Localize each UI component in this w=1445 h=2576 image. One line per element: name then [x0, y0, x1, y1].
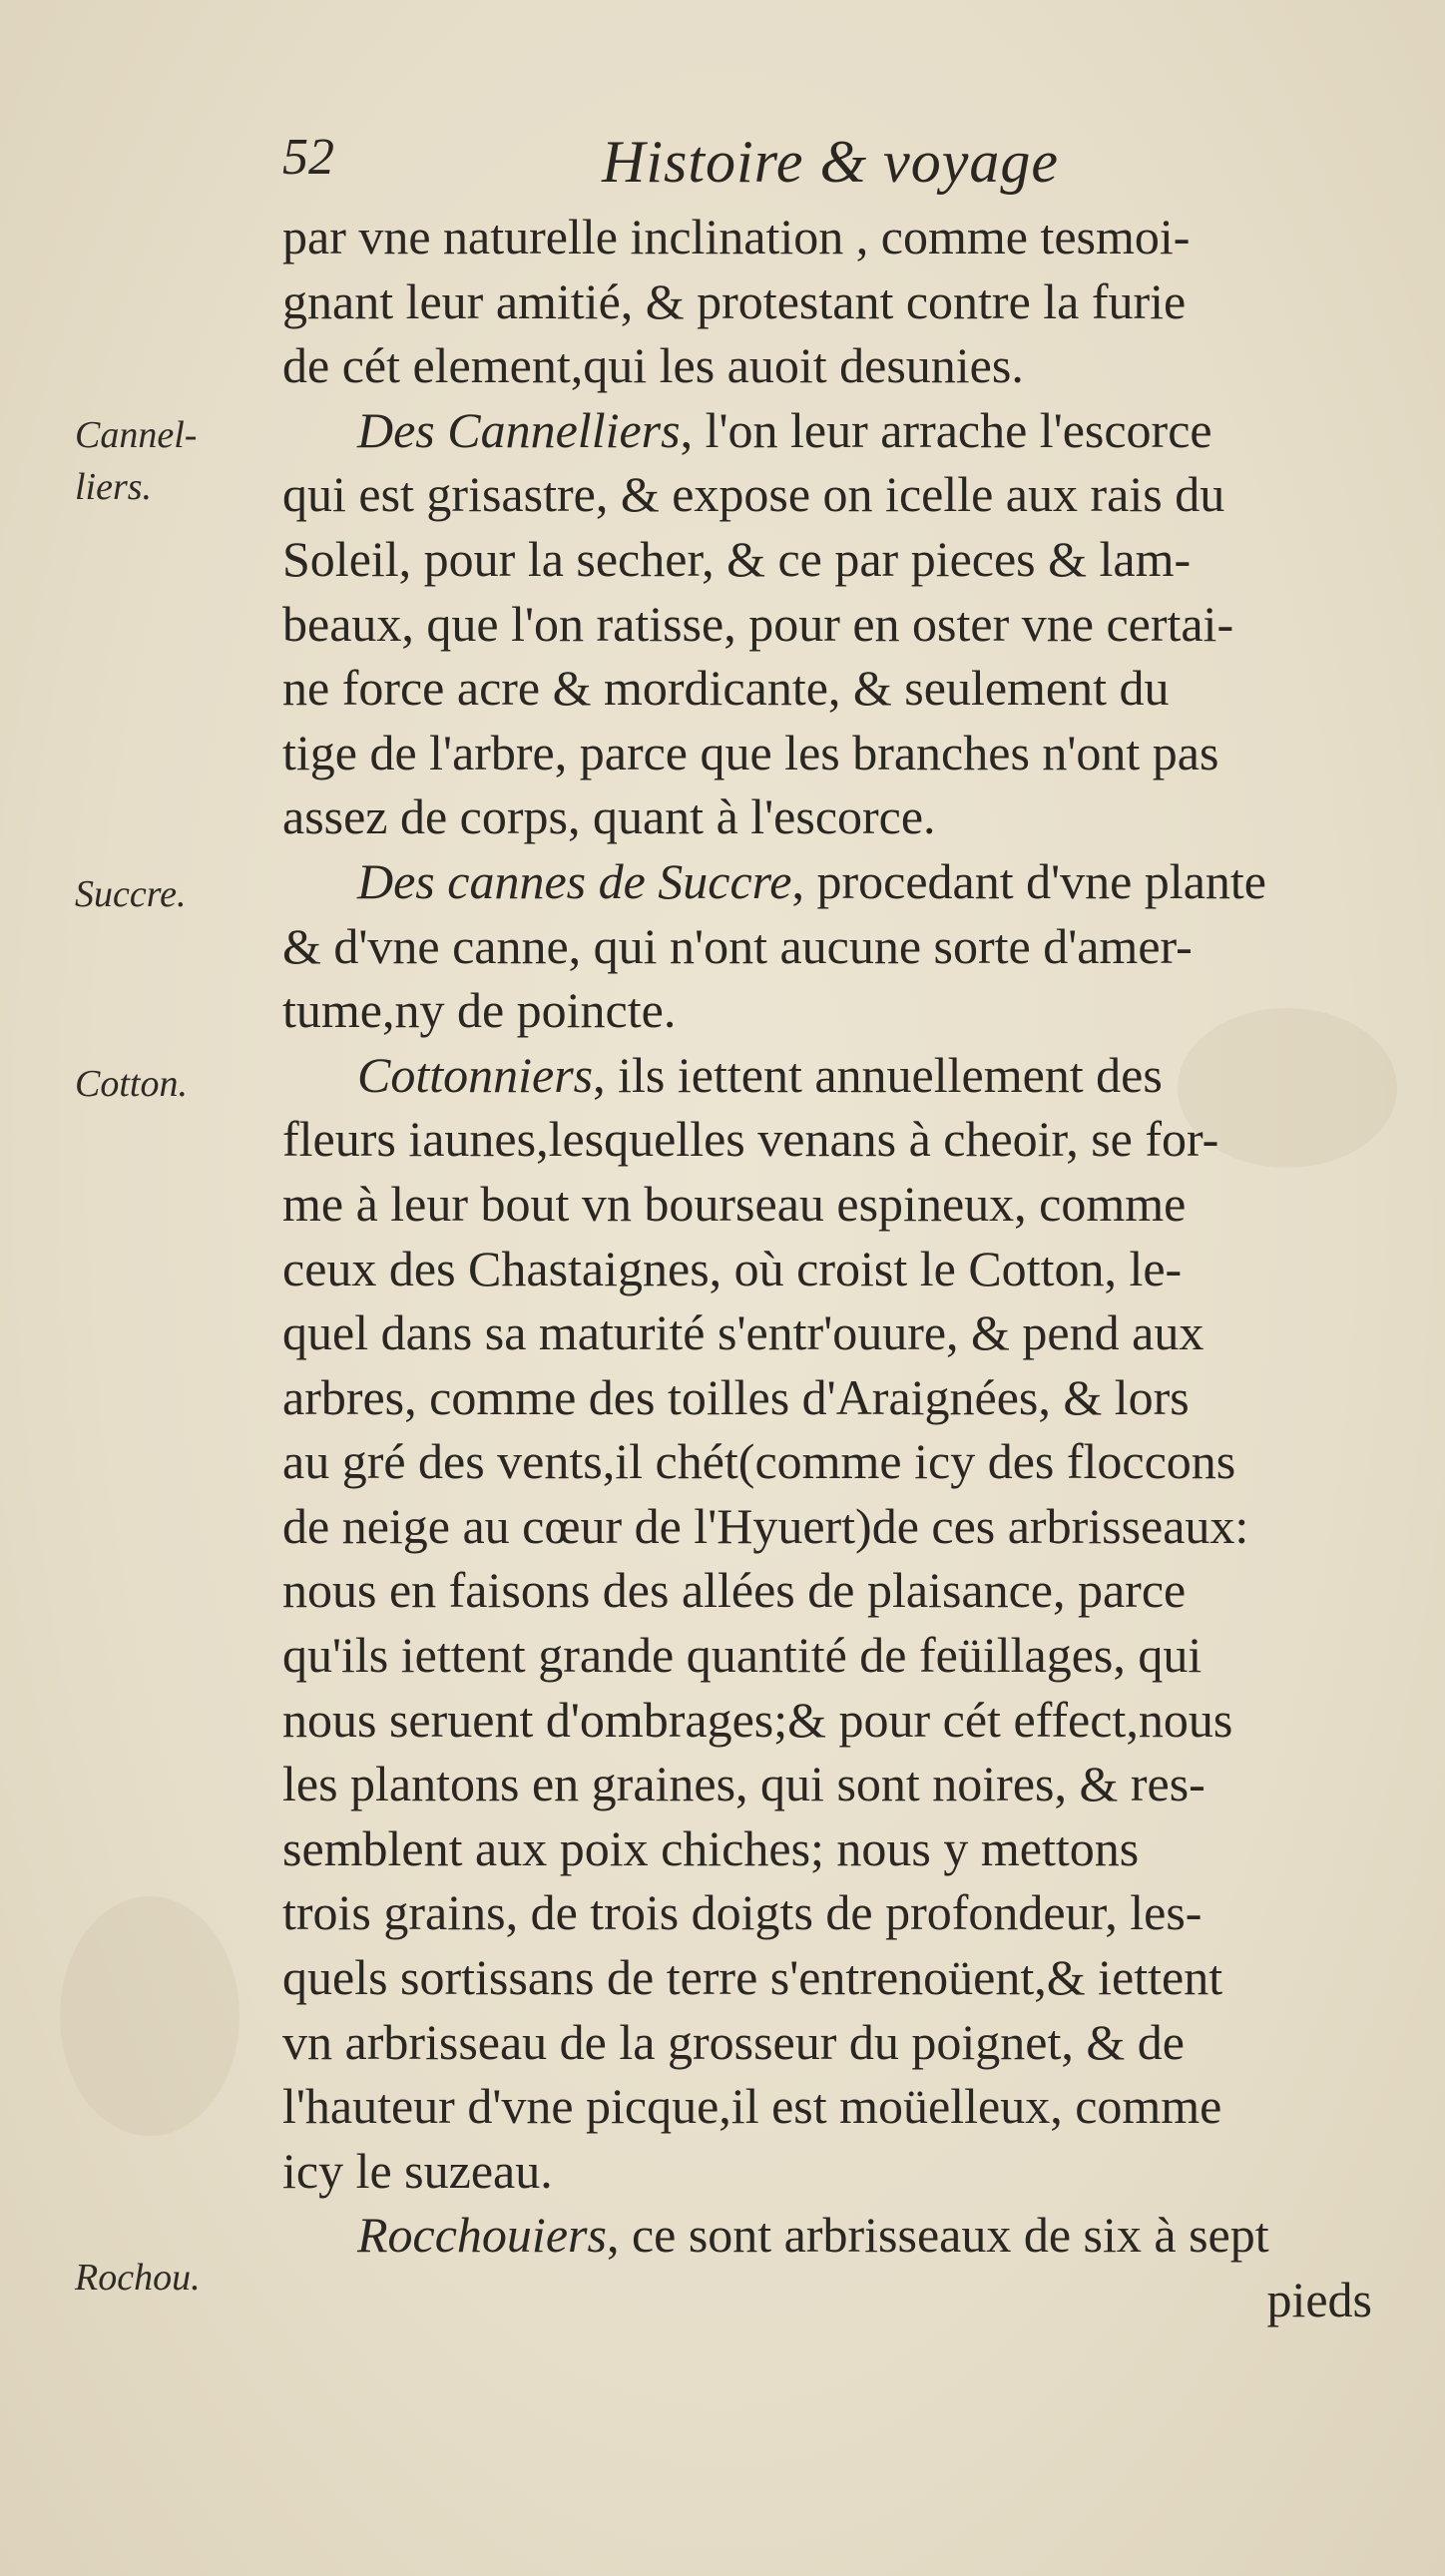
text-run: , l'on leur arrache l'escorce [680, 401, 1212, 458]
text-line: tume,ny de poincte. [282, 982, 677, 1039]
text-line: nous en faisons des allées de plaisance, parce [282, 1562, 1187, 1619]
section-heading-succre: Des cannes de Succre [357, 852, 792, 909]
text-line: qui est grisastre, & expose on icelle aux rais du [282, 466, 1225, 523]
text-line: Soleil, pour la secher, & ce par pieces & lam- [282, 530, 1192, 587]
margin-note-cotton: Cotton. [75, 1063, 188, 1105]
margin-note-succre: Succre. [75, 873, 187, 915]
text-line: semblent aux poix chiches; nous y mettons [282, 1819, 1140, 1876]
paper-stain [60, 1896, 240, 2136]
margin-note-line: liers. [75, 466, 153, 508]
text-line: assez de corps, quant à l'escorce. [282, 788, 936, 845]
text-line: trois grains, de trois doigts de profondeur, les- [282, 1884, 1203, 1941]
text-line: fleurs iaunes,lesquelles venans à cheoir, se for- [282, 1111, 1219, 1168]
text-line: au gré des vents,il chét(comme icy des floccons [282, 1433, 1236, 1490]
section-heading-rocchouiers: Rocchouiers [357, 2207, 607, 2264]
running-title: Histoire & voyage [602, 129, 1060, 195]
text-line: de cét element,qui les auoit desunies. [282, 337, 1024, 394]
section-heading-cannelliers: Des Cannelliers [357, 401, 681, 458]
section-heading-cottonniers: Cottonniers [357, 1046, 594, 1103]
text-line: par vne naturelle inclination , comme tesmoi- [282, 209, 1191, 264]
text-run: , procedant d'vne plante [791, 852, 1266, 909]
text-line: quels sortissans de terre s'entrenoüent,& iettent [282, 1949, 1223, 2006]
margin-note-line: Cannel- [75, 414, 198, 456]
text-line: & d'vne canne, qui n'ont aucune sorte d'amer- [282, 917, 1193, 974]
text-line: ceux des Chastaignes, où croist le Cotton, le- [282, 1240, 1183, 1296]
text-line: me à leur bout vn bourseau espineux, comme [282, 1175, 1187, 1232]
text-line: arbres, comme des toilles d'Araignées, & lors [282, 1368, 1190, 1425]
margin-note-cannelliers [75, 409, 264, 513]
text-line: quel dans sa maturité s'entr'ouure, & pend aux [282, 1304, 1204, 1361]
text-line: de neige au cœur de l'Hyuert)de ces arbrisseaux: [282, 1497, 1249, 1554]
text-line: vn arbrisseau de la grosseur du poignet, & de [282, 2013, 1185, 2070]
text-line: l'hauteur d'vne picque,il est moüelleux, comme [282, 2078, 1222, 2135]
text-line: gnant leur amitié, & protestant contre la furie [282, 272, 1187, 329]
text-line: ne force acre & mordicante, & seulement du [282, 660, 1170, 717]
text-line: icy le suzeau. [282, 2142, 553, 2199]
text-line [282, 2203, 1400, 2268]
text-run: , ce sont arbrisseaux de six à sept [606, 2207, 1269, 2264]
text-line [282, 398, 1400, 463]
text-line: les plantons en graines, qui sont noires, & res- [282, 1756, 1205, 1812]
text-line: qu'ils iettent grande quantité de feüillages, qui [282, 1627, 1203, 1684]
text-line: tige de l'arbre, parce que les branches n'ont pas [282, 724, 1219, 780]
page-header [282, 128, 1081, 208]
margin-note-rochou: Rochou. [75, 2257, 201, 2299]
body-text [282, 205, 1400, 2332]
text-line: nous seruent d'ombrages;& pour cét effect,nous [282, 1691, 1233, 1748]
text-run: , ils iettent annuellement des [593, 1046, 1163, 1103]
text-line: beaux, que l'on ratisse, pour en oster vne certai- [282, 595, 1234, 652]
page-number: 52 [282, 129, 334, 186]
text-line [282, 849, 1400, 914]
text-line [282, 1043, 1400, 1108]
catchword: pieds [1266, 2272, 1372, 2327]
